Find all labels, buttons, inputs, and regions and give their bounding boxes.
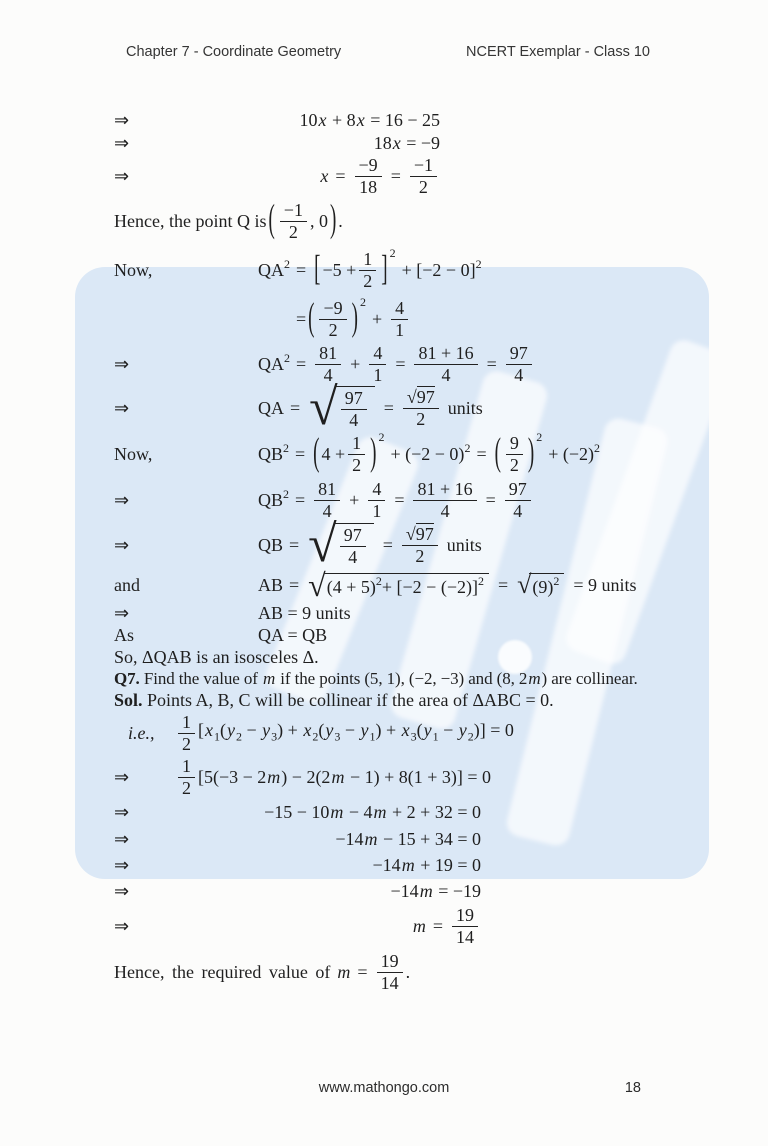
equals-sign: = (382, 535, 393, 555)
equation-row: ⇒ QA 2 = $\frac{81}{4}$ + $\frac{4}{1}$ = $\frac{81 + 16}{4}$ = $\frac{97}{4}$ (114, 342, 724, 386)
implies-arrow: ⇒ (114, 535, 130, 555)
fraction (410, 156, 437, 197)
page-number: 18 (624, 1080, 641, 1096)
equation-row: = ( $\frac{-9}{2}$ ) 2 + $\frac{4}{1}$ (114, 296, 724, 342)
fraction-denominator: 1 (373, 364, 383, 385)
solution-label: Sol. (114, 690, 143, 710)
equation-row (114, 131, 724, 154)
square-root: √ (9) 2 (517, 573, 564, 598)
big-paren-left: ( (494, 431, 501, 475)
math-text: + (−2 − 0) (390, 444, 465, 464)
math-text: $[x_1(y_2 - y_3) + x_2(y_3 - y_1) + x_3(y_1 - y_2)] = 0$ (198, 719, 514, 744)
fraction-numerator: 97 (340, 526, 366, 547)
label-and: and (114, 575, 140, 595)
implies-arrow: ⇒ (114, 490, 130, 510)
fraction (348, 434, 365, 475)
fraction-denominator: 2 (328, 319, 338, 340)
fraction-denominator: 4 (513, 500, 523, 521)
equals-sign: = (289, 535, 300, 555)
equation-row (114, 516, 724, 573)
math-text: (9) (532, 576, 554, 597)
website-url: www.mathongo.com (318, 1080, 450, 1096)
fraction-numerator: 81 (314, 480, 340, 501)
equals-sign: = (395, 354, 406, 374)
math-text: = 9 units (573, 575, 637, 595)
fraction-numerator: √97 (402, 525, 438, 546)
math-text: 4 + (321, 444, 346, 464)
equation-row (114, 379, 724, 436)
equals-sign: = (390, 166, 401, 186)
math-text: QA = QB (258, 625, 328, 645)
math-text: [5(−3 − 2m) − 2(2m − 1) + 8(1 + 3)] = 0 (198, 767, 492, 787)
math-text: m (412, 916, 426, 936)
math-text: 10x + 8x = 16 − 25 (299, 109, 440, 130)
fraction-numerator: 81 (315, 344, 341, 365)
fraction-denominator: 2 (182, 733, 191, 754)
equation-row (114, 878, 724, 903)
implies-arrow: ⇒ (114, 603, 130, 623)
fraction (319, 299, 346, 340)
fraction-denominator: 18 (359, 176, 378, 197)
fraction-denominator: 2 (288, 221, 298, 242)
fraction (506, 434, 523, 475)
fraction-denominator: 1 (395, 319, 405, 340)
math-text: −14m + 19 = 0 (372, 855, 481, 875)
equals-sign: = (335, 166, 346, 186)
equation-row (114, 903, 724, 949)
hence-point-line (114, 198, 724, 244)
fraction (413, 480, 476, 521)
math-text: −14m = −19 (390, 880, 481, 901)
fraction (359, 250, 376, 291)
fraction-denominator: 2 (418, 176, 428, 197)
fraction (368, 480, 385, 521)
math-text: −5 + (322, 260, 357, 280)
math-text: x (320, 166, 329, 186)
fraction (355, 156, 382, 197)
radical-sign: √ (406, 386, 417, 407)
equals-sign: = (289, 575, 300, 595)
equals-sign: = (383, 398, 394, 418)
big-paren-right: ) (351, 296, 358, 340)
fraction-denominator: 2 (415, 545, 425, 566)
fraction (391, 299, 408, 340)
fraction-denominator: 4 (440, 500, 450, 521)
implies-arrow: ⇒ (114, 166, 130, 186)
radical-sign: √ (308, 567, 326, 603)
equation-row (114, 799, 724, 825)
radical-sign: √ (405, 523, 416, 544)
fraction-denominator: 2 (509, 454, 519, 475)
fraction-denominator: 4 (349, 410, 359, 430)
implies-arrow: ⇒ (114, 132, 130, 153)
math-text: QB (258, 490, 284, 510)
equation-row (114, 568, 724, 602)
period: . (405, 962, 411, 982)
fraction-numerator: √97 (403, 388, 439, 409)
fraction-numerator: 97 (505, 480, 531, 501)
fraction (414, 344, 477, 385)
text: Hence, the required value of (114, 962, 331, 982)
solution-text: Points A, B, C will be collinear if the area of ΔABC = 0. (147, 690, 554, 710)
implies-arrow: ⇒ (114, 828, 130, 849)
fraction-numerator: 4 (369, 344, 386, 365)
big-paren-right: ) (370, 431, 377, 475)
implies-arrow: ⇒ (114, 398, 130, 418)
fraction-denominator: 4 (348, 547, 358, 567)
fraction (506, 344, 532, 385)
fraction (403, 388, 439, 429)
solution-content (114, 108, 724, 995)
question-text: Find the value of m if the points (5, 1), (−2, −3) and (8, 2m) are collinear. (143, 668, 638, 688)
fraction-denominator: 4 (323, 364, 333, 385)
implies-arrow: ⇒ (114, 802, 130, 822)
fraction (452, 906, 478, 947)
equals-sign: = (497, 575, 509, 595)
implies-arrow: ⇒ (114, 109, 130, 130)
square-root (308, 516, 374, 573)
book-title: NCERT Exemplar - Class 10 (466, 44, 650, 60)
square-root (309, 379, 375, 436)
fraction (377, 952, 403, 993)
fraction (341, 389, 367, 430)
equals-sign: = (296, 309, 307, 329)
fraction-denominator: 14 (456, 926, 474, 947)
solution-line (114, 689, 724, 711)
big-paren-right: ) (329, 198, 337, 242)
math-text: (4 + 5) (326, 576, 376, 597)
math-text: QB (258, 535, 284, 555)
equation-row: Now, QB 2 = ( 4 + $\frac{1}{2}$ ) 2 + (−2 − 0) 2 = ( $\frac{9}{2}$ ) 2 + (−2) 2 (114, 430, 724, 478)
period: . (338, 211, 343, 231)
big-bracket-right: ] (381, 249, 388, 289)
equals-sign: = (485, 490, 496, 510)
fraction-numerator: −1 (280, 201, 307, 222)
equals-sign: = (476, 444, 487, 464)
text: Hence, the point Q is (114, 211, 267, 231)
fraction (369, 344, 386, 385)
equation-row (114, 108, 724, 131)
text: , 0 (309, 211, 328, 231)
fraction (178, 713, 195, 754)
equals-sign: = (290, 398, 301, 418)
equals-sign: = (296, 260, 307, 280)
fraction-numerator: 81 + 16 (414, 344, 477, 365)
equation-row (114, 711, 724, 755)
equals-sign: = (357, 962, 368, 982)
plus-sign: + (371, 309, 383, 329)
conclusion-line (114, 646, 724, 668)
question-line (114, 668, 724, 689)
fraction (314, 480, 340, 521)
fraction (402, 525, 438, 566)
big-bracket-left: [ (314, 249, 321, 289)
math-text: + (−2) (548, 444, 595, 464)
equals-sign: = (486, 354, 497, 374)
plus-sign: + (350, 354, 361, 374)
label-ie: i.e., (128, 723, 155, 743)
math-text: AB = 9 units (258, 603, 351, 623)
equals-sign: = (295, 444, 306, 464)
implies-arrow: ⇒ (114, 880, 130, 901)
fraction-denominator: 2 (182, 777, 191, 798)
equals-sign: = (296, 354, 307, 374)
fraction-numerator: 1 (348, 434, 365, 455)
equals-sign: = (295, 490, 306, 510)
equation-row (114, 852, 724, 878)
implies-arrow: ⇒ (114, 855, 130, 875)
equals-sign: = (394, 490, 405, 510)
fraction (340, 526, 366, 567)
equation-row (114, 624, 724, 646)
fraction-numerator: 97 (506, 344, 532, 365)
implies-arrow: ⇒ (114, 916, 130, 936)
text: So, ΔQAB is an isosceles Δ. (114, 647, 319, 667)
math-text: AB (258, 575, 284, 595)
equation-row (114, 825, 724, 852)
fraction-numerator: 19 (377, 952, 403, 973)
equals-sign: = (432, 916, 443, 936)
fraction-numerator: 4 (391, 299, 408, 320)
fraction (178, 757, 195, 798)
big-paren-left: ( (268, 198, 275, 242)
fraction-denominator: 2 (416, 408, 426, 429)
math-text: + [−2 − 0] (401, 260, 476, 280)
fraction-numerator: −9 (319, 299, 346, 320)
fraction-numerator: 4 (368, 480, 385, 501)
fraction-numerator: 19 (452, 906, 478, 927)
fraction (280, 201, 307, 242)
fraction-denominator: 2 (363, 270, 373, 291)
radical-sign: √ (309, 379, 338, 436)
math-text: 18x = −9 (373, 132, 440, 153)
page-header (126, 44, 650, 60)
fraction-numerator: 81 + 16 (413, 480, 476, 501)
equation-row: Now, QA 2 = [ −5 + $\frac{1}{2}$ ] 2 + [−2 − 0] 2 (114, 246, 482, 291)
math-text: QB (258, 444, 284, 464)
math-text: −14m − 15 + 34 = 0 (335, 828, 481, 849)
math-text: + [−2 − (−2)] (381, 576, 478, 597)
fraction-numerator: −9 (355, 156, 382, 177)
fraction-denominator: 4 (322, 500, 332, 521)
radical-sign: √ (308, 516, 337, 573)
math-text: −15 − 10m − 4m + 2 + 32 = 0 (264, 802, 481, 822)
units-label: units (447, 398, 483, 418)
fraction-denominator: 4 (514, 364, 524, 385)
square-root: √ (4 + 5) 2 + [−2 − (−2)] 2 (308, 573, 489, 598)
implies-arrow: ⇒ (114, 354, 130, 374)
equation-row: ⇒ QB 2 = $\frac{81}{4}$ + $\frac{4}{1}$ = $\frac{81 + 16}{4}$ = $\frac{97}{4}$ (114, 478, 724, 522)
math-text: m (337, 962, 351, 982)
fraction-denominator: 1 (372, 500, 382, 521)
big-paren-left: ( (308, 296, 315, 340)
question-label: Q7. (114, 668, 140, 688)
chapter-title: Chapter 7 - Coordinate Geometry (126, 44, 342, 60)
label-now: Now, (114, 260, 153, 280)
hence-value-line (114, 949, 724, 995)
fraction-numerator: 1 (178, 713, 195, 734)
big-paren-right: ) (527, 431, 535, 475)
math-text: QA (258, 260, 284, 280)
fraction-numerator: 97 (341, 389, 367, 410)
big-paren-left: ( (313, 431, 320, 475)
equation-row (114, 154, 724, 198)
fraction-numerator: 1 (178, 757, 195, 778)
fraction-numerator: 9 (506, 434, 523, 455)
equation-row (114, 755, 724, 799)
fraction-denominator: 14 (380, 972, 399, 993)
fraction-numerator: −1 (410, 156, 437, 177)
label-as: As (114, 625, 135, 645)
radical-sign: √ (517, 570, 532, 599)
fraction (505, 480, 531, 521)
fraction-denominator: 4 (441, 364, 451, 385)
units-label: units (446, 535, 482, 555)
fraction-denominator: 2 (352, 454, 362, 475)
implies-arrow: ⇒ (114, 767, 130, 787)
plus-sign: + (349, 490, 360, 510)
equation-row (114, 602, 724, 624)
math-text: QA (258, 398, 284, 418)
fraction-numerator: 1 (359, 250, 376, 271)
label-now: Now, (114, 444, 153, 464)
math-text: QA (258, 354, 284, 374)
